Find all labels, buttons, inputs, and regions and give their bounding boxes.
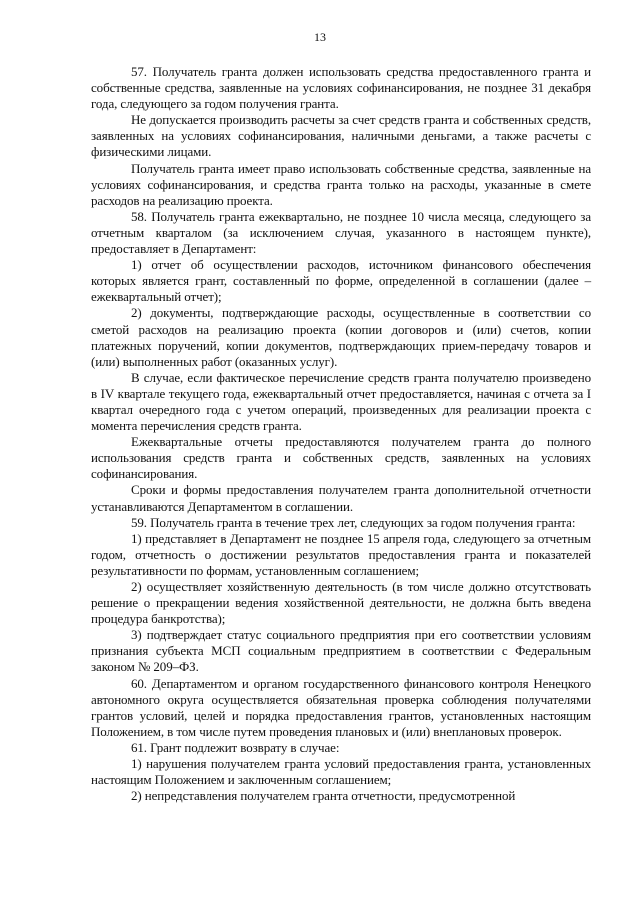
paragraph-57-expense-rights: Получатель гранта имеет право использовать собственные средства, заявленные на условиях софинансирования, и средства гранта только на расходы, указанные в смете расходов на реализацию проекта.	[91, 160, 591, 208]
paragraph-57-cash-restriction: Не допускается производить расчеты за счет средств гранта и собственных средств, заявленных на условиях софинансирования, наличными деньгами, а также расчеты с физическими лицами.	[91, 112, 591, 160]
paragraph-61-item-1: 1) нарушения получателем гранта условий предоставления гранта, установленных настоящим Положением и заключенным соглашением;	[91, 756, 591, 788]
paragraph-58-main: 58. Получатель гранта ежеквартально, не позднее 10 числа месяца, следующего за отчетным кварталом (за исключением случая, указанного в настоящем пункте), предоставляет в Департамент:	[91, 208, 591, 257]
paragraph-59-item-2: 2) осуществляет хозяйственную деятельность (в том числе должно отсутствовать решение о прекращении ведения хозяйственной деятельности, не должна быть введена процедура банкротства);	[91, 579, 591, 627]
paragraph-58-fourth-quarter: В случае, если фактическое перечисление средств гранта получателю произведено в IV квартале текущего года, ежеквартальный отчет предоставляется, начиная с отчета за I квартал очередного года с учетом операций, произведенных для реализации проекта с момента перечисления средств гранта.	[91, 369, 591, 434]
paragraph-61-main: 61. Грант подлежит возврату в случае:	[131, 739, 340, 755]
paragraph-61-item-2: 2) непредставления получателем гранта отчетности, предусмотренной	[131, 788, 516, 804]
paragraph-57-main: 57. Получатель гранта должен использовать средства предоставленного гранта и собственные средства, заявленные на условиях софинансирования, не позднее 31 декабря года, следующего за годом получения гранта.	[91, 64, 591, 112]
paragraph-58-additional-reporting: Сроки и формы предоставления получателем гранта дополнительной отчетности устанавливаются Департаментом в соглашении.	[91, 482, 591, 514]
paragraph-59-main: 59. Получатель гранта в течение трех лет, следующих за годом получения гранта:	[131, 514, 576, 530]
paragraph-59-item-3: 3) подтверждает статус социального предприятия при его соответствии условиям признания субъекта МСП социальным предприятием в соответствии с Федеральным законом № 209–ФЗ.	[91, 627, 591, 675]
paragraph-58-item-2: 2) документы, подтверждающие расходы, осуществленные в соответствии со сметой расходов на реализацию проекта (копии договоров и (или) счетов, копии платежных поручений, копии документов, подтверждающих прием-передачу товаров и (или) выполненных работ (оказанных услуг).	[91, 305, 591, 369]
paragraph-60: 60. Департаментом и органом государственного финансового контроля Ненецкого автономного округа осуществляется обязательная проверка соблюдения получателями грантов условий, целей и порядка предоставления грантов, установленных настоящим Положением, в том числе путем проведения плановых и (или) внеплановых проверок.	[91, 675, 591, 739]
paragraph-58-item-1: 1) отчет об осуществлении расходов, источником финансового обеспечения которых является грант, составленный по форме, определенной в соглашении (далее – ежеквартальный отчет);	[91, 257, 591, 305]
paragraph-59-item-1: 1) представляет в Департамент не позднее 15 апреля года, следующего за отчетным годом, отчетность о достижении результатов предоставления гранта и показателей результативности по формам, установленным соглашением;	[91, 530, 591, 578]
page-number: 13	[314, 30, 326, 44]
document-body	[91, 64, 591, 804]
paragraph-58-quarterly-reports: Ежеквартальные отчеты предоставляются получателем гранта до полного использования средств гранта и собственных средств, заявленных на условиях софинансирования.	[91, 434, 591, 482]
